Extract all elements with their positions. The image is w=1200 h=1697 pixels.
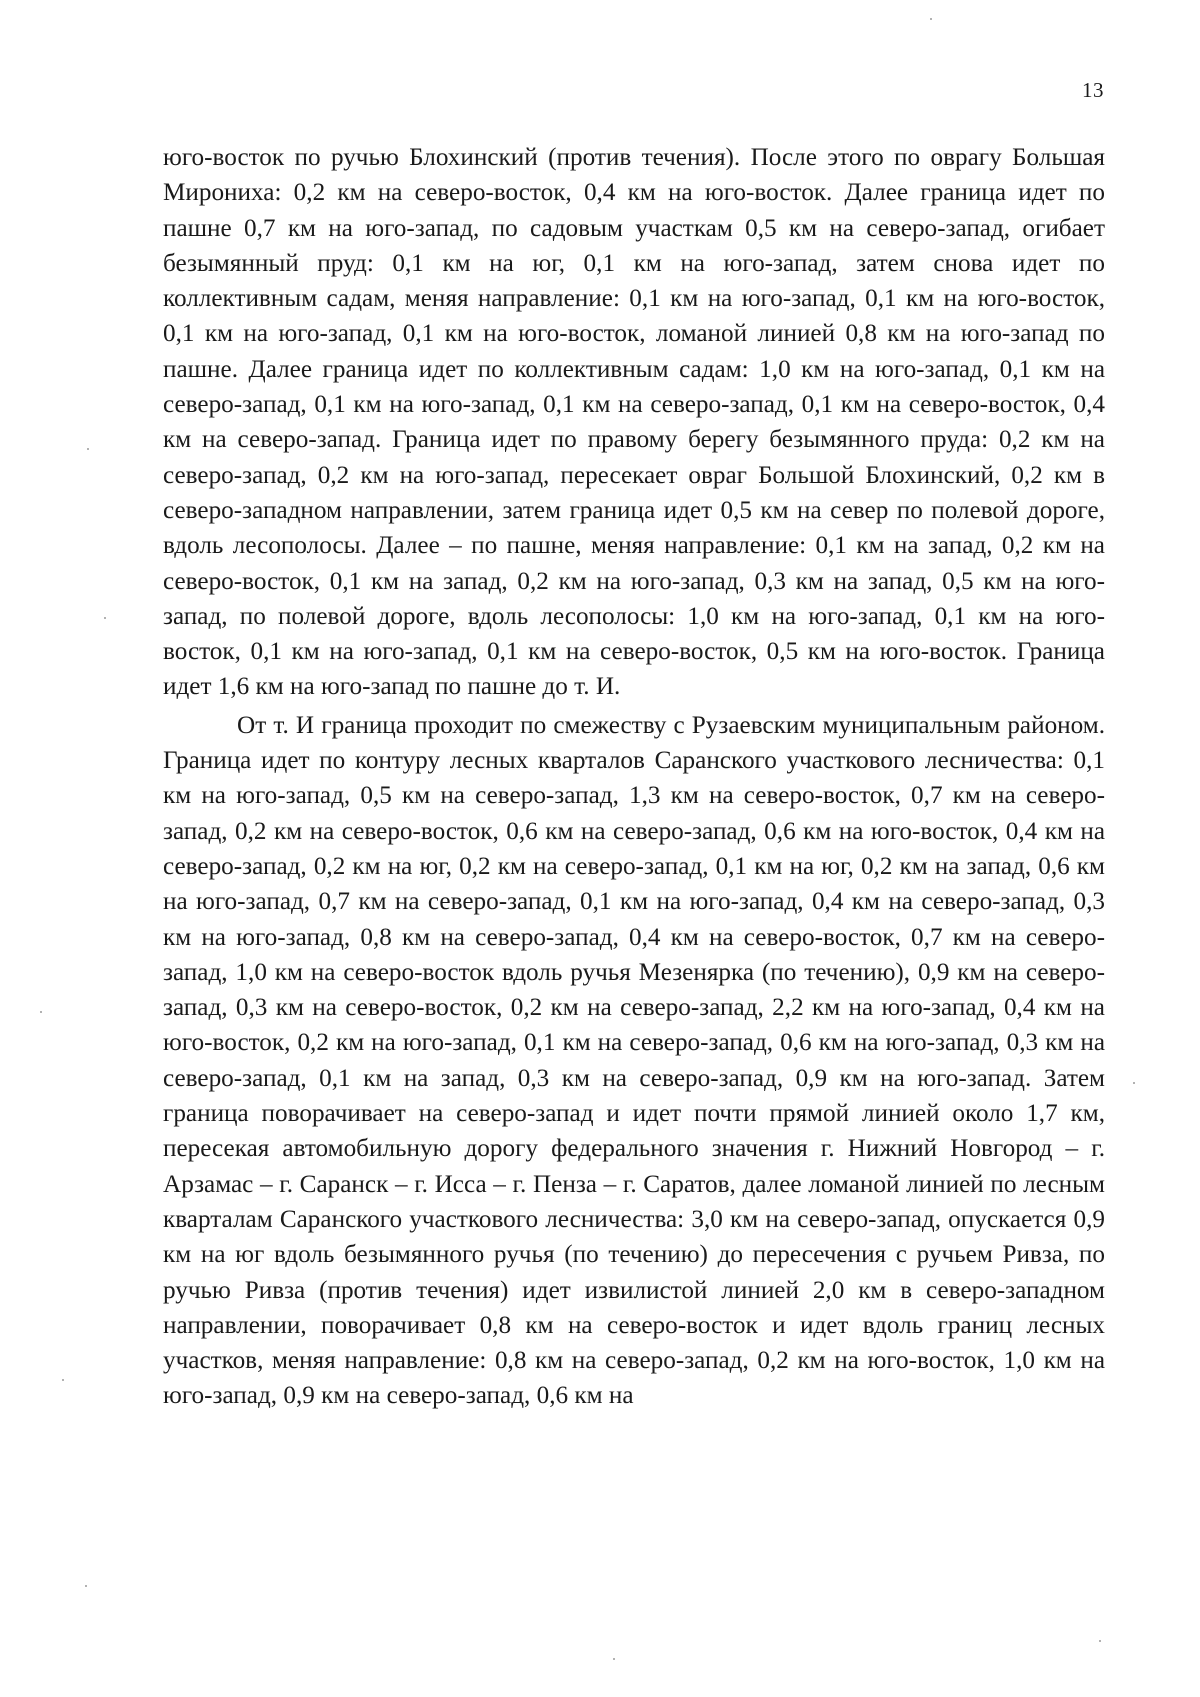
scan-speck: [85, 1585, 87, 1587]
scan-speck: [1099, 1640, 1101, 1642]
scan-speck: [930, 18, 932, 20]
scan-speck: [104, 617, 106, 619]
scan-speck: [87, 448, 89, 450]
scan-speck: [62, 1379, 64, 1381]
body-text: [163, 140, 1105, 1414]
scan-speck: [40, 1011, 42, 1013]
paragraph-continuation: юго-восток по ручью Блохинский (против течения). После этого по оврагу Большая Мирониха: 0,2 км на северо-восток, 0,4 км на юго-восток. Далее граница идет по пашне 0,7 км на юго-запад, по садовым участкам 0,5 км на северо-запад, огибает безымянный пруд: 0,1 км на юг, 0,1 км на юго-запад, затем снова идет по коллективным садам, меняя направление: 0,1 км на юго-запад, 0,1 км на юго-восток, 0,1 км на юго-запад, 0,1 км на юго-восток, ломаной линией 0,8 км на юго-запад по пашне. Далее граница идет по коллективным садам: 1,0 км на юго-запад, 0,1 км на северо-запад, 0,1 км на юго-запад, 0,1 км на северо-запад, 0,1 км на северо-восток, 0,4 км на северо-запад. Граница идет по правому берегу безымянного пруда: 0,2 км на северо-запад, 0,2 км на юго-запад, пересекает овраг Большой Блохинский, 0,2 км в северо-западном направлении, затем граница идет 0,5 км на север по полевой дороге, вдоль лесополосы. Далее – по пашне, меняя направление: 0,1 км на запад, 0,2 км на северо-восток, 0,1 км на запад, 0,2 км на юго-запад, 0,3 км на запад, 0,5 км на юго-запад, по полевой дороге, вдоль лесополосы: 1,0 км на юго-запад, 0,1 км на юго-восток, 0,1 км на юго-запад, 0,1 км на северо-восток, 0,5 км на юго-восток. Граница идет 1,6 км на юго-запад по пашне до т. И.: [163, 144, 1105, 701]
paragraph-boundary-description: От т. И граница проходит по смежеству с Рузаевским муниципальным районом. Граница идет по контуру лесных кварталов Саранского участкового лесничества: 0,1 км на юго-запад, 0,5 км на северо-запад, 1,3 км на северо-восток, 0,7 км на северо-запад, 0,2 км на северо-восток, 0,6 км на северо-запад, 0,6 км на юго-восток, 0,4 км на северо-запад, 0,2 км на юг, 0,2 км на северо-запад, 0,1 км на юг, 0,2 км на запад, 0,6 км на юго-запад, 0,7 км на северо-запад, 0,1 км на юго-запад, 0,4 км на северо-запад, 0,3 км на юго-запад, 0,8 км на северо-запад, 0,4 км на северо-восток, 0,7 км на северо-запад, 1,0 км на северо-восток вдоль ручья Мезенярка (по течению), 0,9 км на северо-запад, 0,3 км на северо-восток, 0,2 км на северо-запад, 2,2 км на юго-запад, 0,4 км на юго-восток, 0,2 км на юго-запад, 0,1 км на северо-запад, 0,6 км на юго-запад, 0,3 км на северо-запад, 0,1 км на запад, 0,3 км на северо-запад, 0,9 км на юго-запад. Затем граница поворачивает на северо-запад и идет почти прямой линией около 1,7 км, пересекая автомобильную дорогу федерального значения г. Нижний Новгород – г. Арзамас – г. Саранск – г. Исса – г. Пенза – г. Саратов, далее ломаной линией по лесным кварталам Саранского участкового лесничества: 3,0 км на северо-запад, опускается 0,9 км на юг вдоль безымянного ручья (по течению) до пересечения с ручьем Ривза, по ручью Ривза (против течения) идет извилистой линией 2,0 км в северо-западном направлении, поворачивает 0,8 км на северо-восток и идет вдоль границ лесных участков, меняя направление: 0,8 км на северо-запад, 0,2 км на юго-восток, 1,0 км на юго-запад, 0,9 км на северо-запад, 0,6 км на: [163, 711, 1105, 1410]
page-number: 13: [1082, 78, 1104, 102]
scan-speck: [613, 1658, 615, 1660]
scan-speck: [1133, 1082, 1135, 1084]
